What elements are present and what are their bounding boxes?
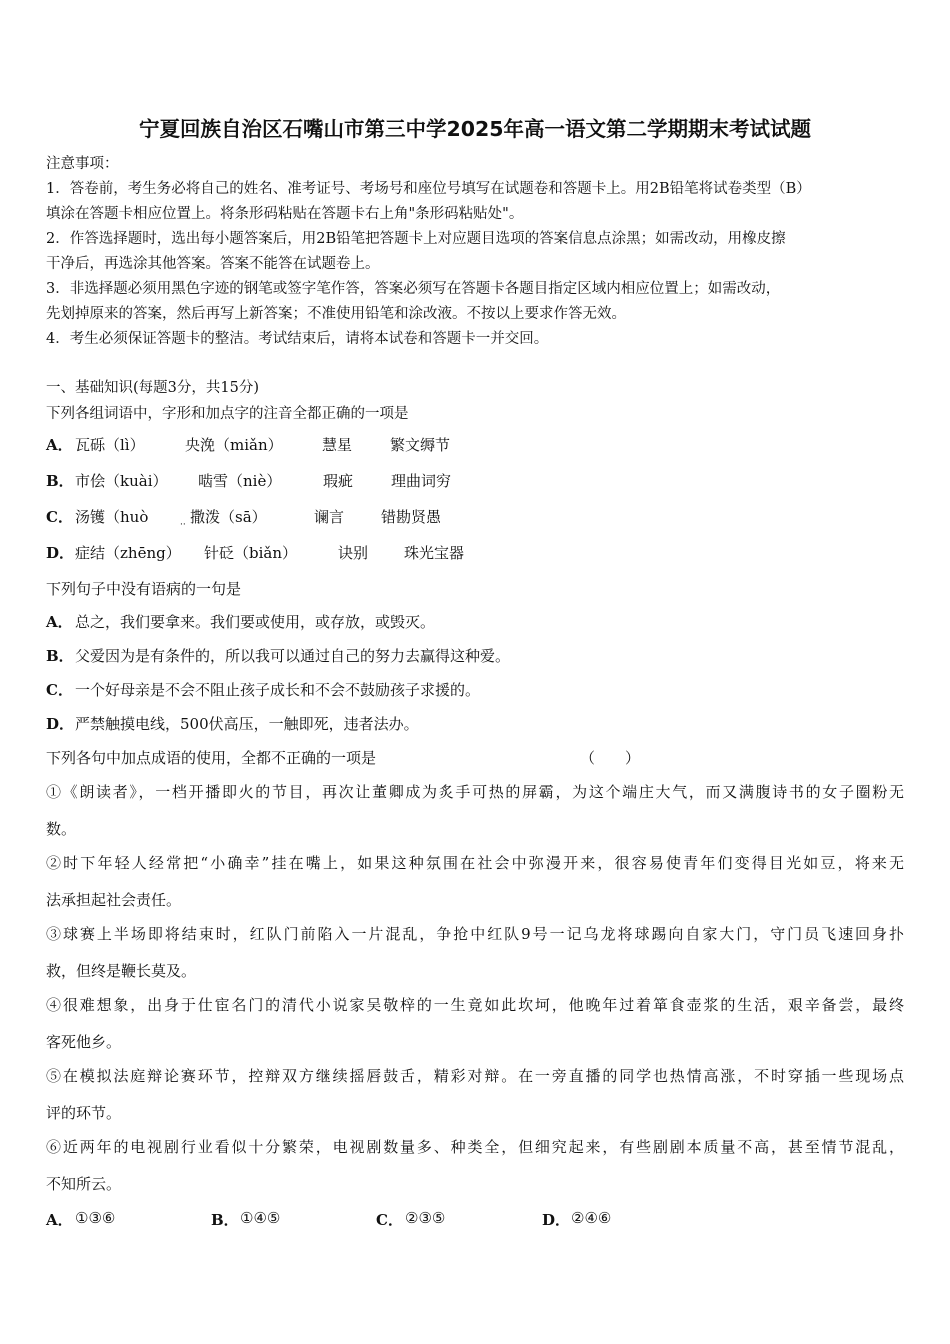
emphasis-dot: ··: [180, 520, 186, 530]
option-cell: 针砭（biǎn）: [204, 544, 298, 562]
option-cell: 错勘贤愚: [381, 508, 442, 526]
section-heading: 一、基础知识(每题3分，共15分): [46, 380, 259, 396]
q3-item-2-cont: 法承担起社会责任。: [46, 891, 182, 909]
option-cell: 繁文缛节: [390, 436, 451, 454]
option-cell: 央浼（miǎn）: [185, 436, 283, 454]
notice-line: 2．作答选择题时，选出每小题答案后，用2B铅笔把答题卡上对应题目选项的答案信息点涂黑；如需改动，用橡皮擦: [46, 231, 786, 247]
option-text: 严禁触摸电线，500伏高压，一触即死，违者法办。: [75, 715, 419, 733]
q3-item-5-cont: 评的环节。: [46, 1104, 122, 1122]
notice-line: 1．答卷前，考生务必将自己的姓名、准考证号、考场号和座位号填写在试题卷和答题卡上。用2B铅笔将试卷类型（B）: [46, 181, 811, 197]
question-stem-1: 下列各组词语中，字形和加点字的注音全都正确的一项是: [46, 406, 409, 422]
option-label: A．: [46, 1211, 73, 1229]
option-text: ①③⑥: [75, 1209, 116, 1227]
option-cell: 市侩（kuài）: [75, 472, 168, 490]
option-cell: 撒泼（sā）: [190, 508, 267, 526]
option-cell: 汤镬（huò: [75, 508, 149, 526]
option-text: ②④⑥: [571, 1209, 612, 1227]
option-cell: 慧星: [322, 436, 353, 454]
notice-line: 先划掉原来的答案，然后再写上新答案；不准使用铅笔和涂改液。不按以上要求作答无效。: [46, 306, 626, 322]
option-cell: 谰言: [314, 508, 345, 526]
option-label: C．: [376, 1211, 403, 1229]
option-cell: 症结（zhēng）: [75, 544, 181, 562]
answer-parentheses: （ ）: [580, 749, 641, 767]
option-cell: 瓦砾（lì）: [75, 436, 145, 454]
option-label: B．: [46, 472, 74, 490]
q3-item-2: ②时下年轻人经常把“小确幸”挂在嘴上，如果这种氛围在社会中弥漫开来，很容易使青年们变得目光如豆，将来无: [46, 854, 904, 872]
option-text: 一个好母亲是不会不阻止孩子成长和不会不鼓励孩子求援的。: [75, 681, 481, 699]
option-text: 父爱因为是有条件的，所以我可以通过自己的努力去赢得这种爱。: [75, 647, 511, 665]
notice-line: 干净后，再选涂其他答案。答案不能答在试题卷上。: [46, 256, 380, 272]
question-stem-3: 下列各句中加点成语的使用，全都不正确的一项是: [46, 749, 377, 767]
option-cell: 诀别: [338, 544, 369, 562]
q3-item-5: ⑤在模拟法庭辩论赛环节，控辩双方继续摇唇鼓舌，精彩对辩。在一旁直播的同学也热情高涨，不时穿插一些现场点: [46, 1067, 904, 1085]
option-label: C．: [46, 681, 73, 699]
option-text: 总之，我们要拿来。我们要或使用，或存放，或毁灭。: [75, 613, 436, 631]
q3-item-4-cont: 客死他乡。: [46, 1033, 122, 1051]
option-label: D．: [542, 1211, 571, 1229]
option-cell: 理曲词穷: [391, 472, 452, 490]
notice-line: 填涂在答题卡相应位置上。将条形码粘贴在答题卡右上角"条形码粘贴处"。: [46, 206, 524, 222]
option-text: ②③⑤: [405, 1209, 446, 1227]
option-label: B．: [46, 647, 74, 665]
option-label: D．: [46, 715, 75, 733]
q3-item-1: ①《朗读者》，一档开播即火的节目，再次让董卿成为炙手可热的屏霸，为这个端庄大气，而又满腹诗书的女子圈粉无: [46, 783, 904, 801]
q3-item-3: ③球赛上半场即将结束时，红队门前陷入一片混乱，争抢中红队9号一记乌龙将球踢向自家大门，守门员飞速回身扑: [46, 925, 904, 943]
q3-item-3-cont: 救，但终是鞭长莫及。: [46, 962, 197, 980]
q3-item-1-cont: 数。: [46, 820, 77, 838]
option-label: B．: [211, 1211, 239, 1229]
q3-item-4: ④很难想象，出身于仕宦名门的清代小说家吴敬梓的一生竟如此坎坷，他晚年过着箪食壶浆的生活，艰辛备尝，最终: [46, 996, 904, 1014]
option-text: ①④⑤: [240, 1209, 281, 1227]
option-cell: 珠光宝器: [404, 544, 465, 562]
option-cell: 啮雪（niè）: [198, 472, 282, 490]
question-stem-2: 下列句子中没有语病的一句是: [46, 580, 242, 598]
q3-item-6: ⑥近两年的电视剧行业看似十分繁荣，电视剧数量多、种类全，但细究起来，有些剧剧本质量不高，甚至情节混乱，: [46, 1138, 904, 1156]
q3-item-6-cont: 不知所云。: [46, 1175, 122, 1193]
option-label: D．: [46, 544, 75, 562]
option-label: C．: [46, 508, 73, 526]
option-cell: 瑕疵: [323, 472, 354, 490]
notice-line: 4．考生必须保证答题卡的整洁。考试结束后，请将本试卷和答题卡一并交回。: [46, 331, 549, 347]
option-label: A．: [46, 613, 73, 631]
option-label: A．: [46, 436, 73, 454]
notice-line: 3．非选择题必须用黑色字迹的钢笔或签字笔作答，答案必须写在答题卡各题目指定区域内相应位置上；如需改动，: [46, 281, 781, 297]
exam-title: 宁夏回族自治区石嘴山市第三中学2025年高一语文第二学期期末考试试题: [138, 117, 812, 141]
notice-heading: 注意事项：: [46, 156, 119, 172]
